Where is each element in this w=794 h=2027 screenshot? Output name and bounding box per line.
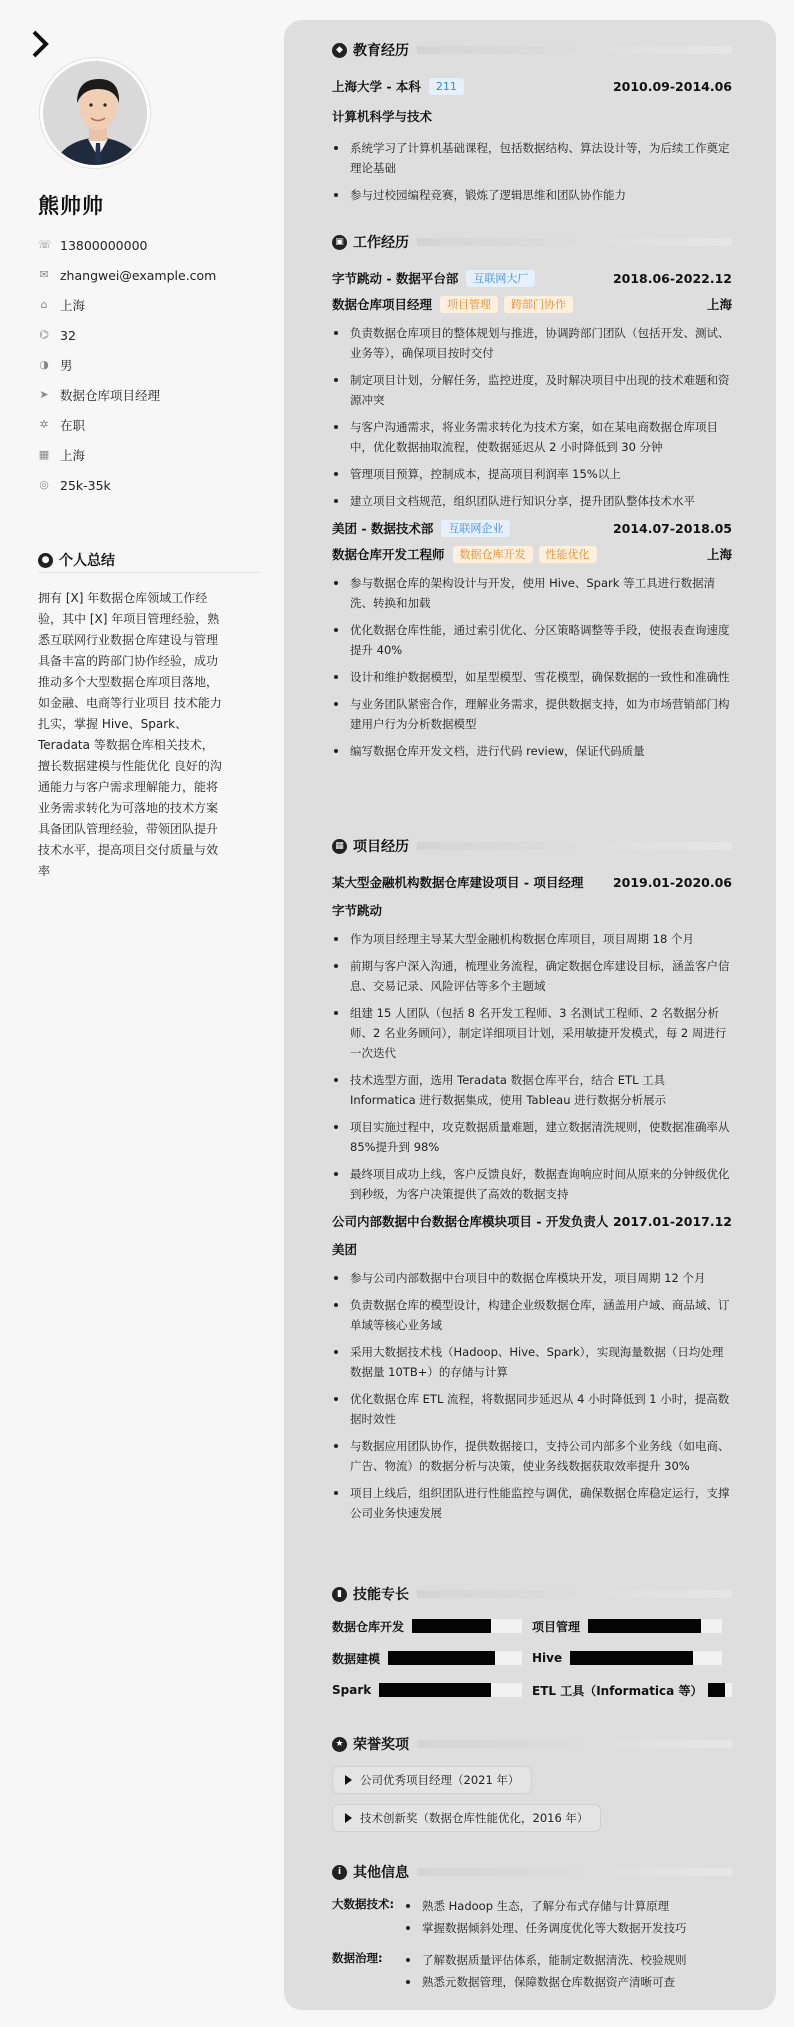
education-heading xyxy=(332,40,732,60)
skill-item xyxy=(532,1618,722,1634)
contact-info-row xyxy=(38,440,258,470)
project-header xyxy=(332,1211,732,1231)
skill-bar-fill xyxy=(388,1651,495,1665)
contact-info-value: 上海 xyxy=(60,298,86,313)
job-date: 2014.07-2018.05 xyxy=(612,520,732,536)
list-item: 项目实施过程中，攻克数据质量难题，建立数据清洗规则，使数据准确率从 85%提升到 98% xyxy=(332,1117,732,1157)
school-name: 上海大学 - 本科 xyxy=(332,79,421,94)
skill-bar-fill xyxy=(588,1619,701,1633)
status-icon: ✲ xyxy=(39,418,49,431)
job-entry xyxy=(332,518,732,761)
skill-item xyxy=(532,1650,722,1666)
list-item: 负责数据仓库项目的整体规划与推进，协调跨部门团队（包括开发、测试、业务等），确保项目按时交付 xyxy=(332,323,732,363)
other-group xyxy=(332,1896,724,1940)
medal-icon: ★ xyxy=(332,1737,347,1752)
list-item: 组建 15 人团队（包括 8 名开发工程师、3 名测试工程师、2 名数据分析师、2 名业务顾问），制定详细项目计划，采用敏捷开发模式，每 2 周进行一次迭代 xyxy=(332,1003,732,1063)
profile-name: 熊帅帅 xyxy=(38,194,104,218)
list-item: 负责数据仓库的模型设计，构建企业级数据仓库，涵盖用户域、商品域、订单域等核心业务域 xyxy=(332,1295,732,1335)
company-tag: 互联网大厂 xyxy=(466,270,535,287)
list-item: 设计和维护数据模型，如星型模型、雪花模型，确保数据的一致性和准确性 xyxy=(332,667,732,687)
section-title: 荣誉奖项 xyxy=(353,1737,409,1753)
education-list xyxy=(332,138,732,205)
award-label: 技术创新奖（数据仓库性能优化，2016 年） xyxy=(360,1811,589,1825)
job-city: 上海 xyxy=(706,547,732,562)
skill-name: ETL 工具（Informatica 等） xyxy=(532,1683,703,1698)
contact-info-row xyxy=(38,320,258,350)
sidebar xyxy=(0,0,284,2027)
awards-section xyxy=(332,1734,732,1844)
skill-bar xyxy=(570,1651,722,1665)
role-tag: 性能优化 xyxy=(539,546,597,563)
other-group xyxy=(332,1950,724,1994)
heading-bar xyxy=(417,1590,732,1598)
graduation-icon: ◆ xyxy=(332,43,347,58)
list-item: 掌握数据倾斜处理、任务调度优化等大数据开发技巧 xyxy=(404,1918,724,1938)
job-header xyxy=(332,268,732,288)
contact-info-row xyxy=(38,260,258,290)
job-role: 数据仓库开发工程师 xyxy=(332,547,445,562)
skill-name: 数据建模 xyxy=(332,1651,381,1666)
summary-heading xyxy=(38,550,115,570)
work-section xyxy=(332,232,732,768)
project-items xyxy=(332,1268,732,1523)
job-date: 2018.06-2022.12 xyxy=(612,270,732,286)
job-duties xyxy=(332,323,732,511)
contact-info-row xyxy=(38,230,258,260)
contact-info-row xyxy=(38,350,258,380)
summary-text: 拥有 [X] 年数据仓库领域工作经验，其中 [X] 年项目管理经验，熟悉互联网行业数据仓库建设与管理具备丰富的跨部门协作经验，成功推动多个大型数据仓库项目落地，如金融、电商等行业项目 技术能力扎实，掌握 Hive、Spark、Teradata 等数据仓库相关技术，擅长数据建模与性能优化 良好的沟通能力与客户需求理解能力，能将业务需求转化为可落地的技术方案 具备团队管理经验，带领团队提升技术水平，提高项目交付质量与效率 xyxy=(38,591,222,878)
project-org: 美团 xyxy=(332,1242,358,1257)
education-row xyxy=(332,76,732,96)
heading-bar xyxy=(417,1740,732,1748)
list-item: 优化数据仓库性能，通过索引优化、分区策略调整等手段，使报表查询速度提升 40% xyxy=(332,620,732,660)
other-key: 数据治理: xyxy=(332,1951,383,1965)
list-item: 管理项目预算，控制成本，提高项目利润率 15%以上 xyxy=(332,464,732,484)
skill-bar-fill xyxy=(708,1683,725,1697)
list-item: 建立项目文档规范，组织团队进行知识分享，提升团队整体技术水平 xyxy=(332,491,732,511)
award-label: 公司优秀项目经理（2021 年） xyxy=(360,1773,520,1787)
contact-info-list xyxy=(38,230,258,500)
heading-bar xyxy=(417,238,732,246)
gender-icon: ◑ xyxy=(39,358,49,371)
skill-item xyxy=(332,1618,522,1634)
projects-heading xyxy=(332,836,732,856)
list-item: 了解数据质量评估体系，能制定数据清洗、校验规则 xyxy=(404,1950,724,1970)
project-name: 公司内部数据中台数据仓库模块项目 - 开发负责人 xyxy=(332,1214,609,1229)
job-entry xyxy=(332,268,732,511)
skill-bar-fill xyxy=(570,1651,693,1665)
list-item: 前期与客户深入沟通，梳理业务流程，确定数据仓库建设目标，涵盖客户信息、交易记录、风险评估等多个主题域 xyxy=(332,956,732,996)
project-items xyxy=(332,929,732,1204)
city-icon: ▦ xyxy=(38,448,50,461)
play-icon xyxy=(345,1775,352,1785)
education-section xyxy=(332,40,732,212)
salary-icon: ◎ xyxy=(39,478,49,491)
list-item: 技术选型方面，选用 Teradata 数据仓库平台，结合 ETL 工具 Informatica 进行数据集成，使用 Tableau 进行数据分析展示 xyxy=(332,1070,732,1110)
avatar xyxy=(40,58,150,168)
list-item: 与客户沟通需求，将业务需求转化为技术方案，如在某电商数据仓库项目中，优化数据抽取流程，使数据延迟从 2 小时降低到 30 分钟 xyxy=(332,417,732,457)
award-item[interactable] xyxy=(332,1766,532,1794)
grid-icon: ▦ xyxy=(332,839,347,854)
section-title: 技能专长 xyxy=(353,1587,409,1603)
contact-info-value: 数据仓库项目经理 xyxy=(60,388,161,403)
heading-bar xyxy=(417,1868,732,1876)
chart-icon: ▮ xyxy=(332,1587,347,1602)
skill-bar xyxy=(388,1651,522,1665)
skill-bar-fill xyxy=(412,1619,491,1633)
main-panel xyxy=(284,20,776,2010)
info-icon: i xyxy=(332,1865,347,1880)
list-item: 参与过校园编程竞赛，锻炼了逻辑思维和团队协作能力 xyxy=(332,185,732,205)
list-item: 采用大数据技术栈（Hadoop、Hive、Spark），实现海量数据（日均处理数据量 10TB+）的存储与计算 xyxy=(332,1342,732,1382)
person-icon: ● xyxy=(38,553,53,568)
company: 字节跳动 - 数据平台部 xyxy=(332,271,459,286)
list-item: 与数据应用团队协作，提供数据接口，支持公司内部多个业务线（如电商、广告、物流）的数据分析与决策，使业务线数据获取效率提升 30% xyxy=(332,1436,732,1476)
contact-info-value: 男 xyxy=(60,358,73,373)
other-section xyxy=(332,1862,732,2012)
heading-bar xyxy=(417,46,732,54)
list-item: 与业务团队紧密合作，理解业务需求，提供数据支持，如为市场营销部门构建用户行为分析数据模型 xyxy=(332,694,732,734)
job-role-row xyxy=(332,544,732,564)
section-title: 其他信息 xyxy=(353,1865,409,1881)
contact-info-value: 在职 xyxy=(60,418,86,433)
skill-name: Hive xyxy=(532,1651,563,1665)
skill-name: 数据仓库开发 xyxy=(332,1619,405,1634)
project-entry xyxy=(332,872,732,1204)
list-item: 编写数据仓库开发文档，进行代码 review，保证代码质量 xyxy=(332,741,732,761)
list-item: 项目上线后，组织团队进行性能监控与调优，确保数据仓库稳定运行，支撑公司业务快速发展 xyxy=(332,1483,732,1523)
section-title: 项目经历 xyxy=(353,839,409,855)
award-item[interactable] xyxy=(332,1804,601,1832)
skills-heading xyxy=(332,1584,732,1604)
list-item: 参与数据仓库的架构设计与开发，使用 Hive、Spark 等工具进行数据清洗、转换和加载 xyxy=(332,573,732,613)
phone-icon: ☏ xyxy=(38,238,52,251)
home-icon: ⌂ xyxy=(40,298,48,311)
company: 美团 - 数据技术部 xyxy=(332,521,434,536)
list-item: 最终项目成功上线，客户反馈良好，数据查询响应时间从原来的分钟级优化到秒级，为客户决策提供了高效的数据支持 xyxy=(332,1164,732,1204)
awards-heading xyxy=(332,1734,732,1754)
major-row xyxy=(332,106,732,126)
job-city: 上海 xyxy=(706,297,732,312)
projects-section xyxy=(332,836,732,1530)
other-items xyxy=(404,1950,724,1994)
list-item: 系统学习了计算机基础课程，包括数据结构、算法设计等，为后续工作奠定理论基础 xyxy=(332,138,732,178)
skill-item xyxy=(532,1682,732,1698)
role-tag: 项目管理 xyxy=(440,296,498,313)
school-tag: 211 xyxy=(429,78,464,95)
company-tag: 互联网企业 xyxy=(441,520,510,537)
job-duties xyxy=(332,573,732,761)
contact-info-row xyxy=(38,290,258,320)
project-org: 字节跳动 xyxy=(332,903,383,918)
job-header xyxy=(332,518,732,538)
heading-bar xyxy=(417,842,732,850)
contact-info-value: 上海 xyxy=(60,448,86,463)
project-org-row xyxy=(332,900,732,920)
section-title: 工作经历 xyxy=(353,235,409,251)
briefcase-icon: ▣ xyxy=(332,235,347,250)
skills-section xyxy=(332,1584,732,1714)
contact-info-value: zhangwei@example.com xyxy=(60,267,217,283)
project-name: 某大型金融机构数据仓库建设项目 - 项目经理 xyxy=(332,875,584,890)
list-item: 熟悉 Hadoop 生态，了解分布式存储与计算原理 xyxy=(404,1896,724,1916)
skill-bar xyxy=(708,1683,732,1697)
other-items xyxy=(404,1896,724,1940)
contact-info-value: 13800000000 xyxy=(60,237,148,253)
list-item: 优化数据仓库 ETL 流程，将数据同步延迟从 4 小时降低到 1 小时，提高数据时效性 xyxy=(332,1389,732,1429)
divider xyxy=(38,572,260,573)
role-tag: 跨部门协作 xyxy=(504,296,573,313)
skill-item xyxy=(332,1650,522,1666)
skill-name: 项目管理 xyxy=(532,1619,581,1634)
avatar-portrait xyxy=(43,61,150,168)
contact-info-value: 25k-35k xyxy=(60,477,111,493)
list-item: 熟悉元数据管理，保障数据仓库数据资产清晰可查 xyxy=(404,1972,724,1992)
other-key: 大数据技术: xyxy=(332,1897,395,1911)
skill-bar xyxy=(412,1619,522,1633)
list-item: 作为项目经理主导某大型金融机构数据仓库项目，项目周期 18 个月 xyxy=(332,929,732,949)
project-org-row xyxy=(332,1239,732,1259)
skill-bar xyxy=(588,1619,722,1633)
skill-item xyxy=(332,1682,522,1698)
job-role-row xyxy=(332,294,732,314)
contact-info-value: 32 xyxy=(60,327,76,343)
role-tag: 数据仓库开发 xyxy=(453,546,533,563)
contact-info-row xyxy=(38,410,258,440)
skill-bar xyxy=(379,1683,522,1697)
project-entry xyxy=(332,1211,732,1523)
project-date: 2019.01-2020.06 xyxy=(612,874,732,890)
job-role: 数据仓库项目经理 xyxy=(332,297,433,312)
list-item: 参与公司内部数据中台项目中的数据仓库模块开发，项目周期 12 个月 xyxy=(332,1268,732,1288)
logo-icon xyxy=(32,30,50,58)
other-heading xyxy=(332,1862,732,1882)
play-icon xyxy=(345,1813,352,1823)
major: 计算机科学与技术 xyxy=(332,109,433,124)
work-heading xyxy=(332,232,732,252)
skill-bar-fill xyxy=(379,1683,490,1697)
summary-title: 个人总结 xyxy=(59,553,115,569)
list-item: 制定项目计划，分解任务，监控进度，及时解决项目中出现的技术难题和资源冲突 xyxy=(332,370,732,410)
contact-info-row xyxy=(38,380,258,410)
project-date: 2017.01-2017.12 xyxy=(612,1213,732,1229)
contact-info-row xyxy=(38,470,258,500)
email-icon: ✉ xyxy=(39,268,49,281)
skill-name: Spark xyxy=(332,1683,372,1697)
age-icon: ⌬ xyxy=(39,328,49,341)
position-icon: ➤ xyxy=(39,388,49,401)
education-date: 2010.09-2014.06 xyxy=(612,78,732,94)
project-header xyxy=(332,872,732,892)
section-title: 教育经历 xyxy=(353,43,409,59)
